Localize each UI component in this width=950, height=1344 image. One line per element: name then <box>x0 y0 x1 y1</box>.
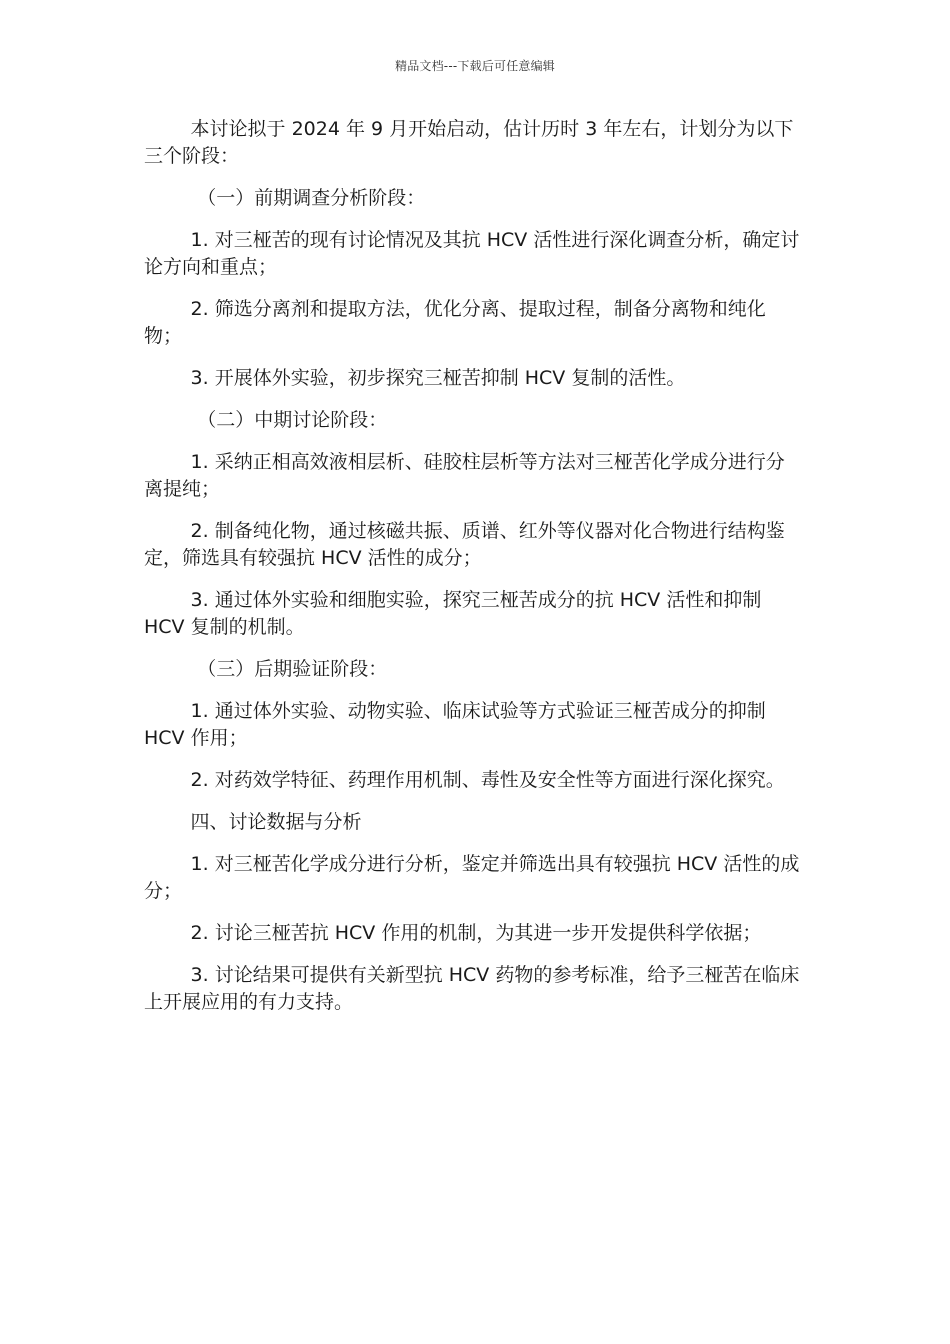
list-item: 1. 采纳正相高效液相层析、硅胶柱层析等方法对三桠苦化学成分进行分离提纯； <box>144 451 785 500</box>
page-header: 精品文档---下载后可任意编辑 <box>395 59 555 73</box>
document-body <box>144 116 800 1031</box>
list-item: 2. 制备纯化物，通过核磁共振、质谱、红外等仪器对化合物进行结构鉴定，筛选具有较强抗 HCV 活性的成分； <box>144 520 785 569</box>
list-item: 2. 对药效学特征、药理作用机制、毒性及安全性等方面进行深化探究。 <box>190 769 785 791</box>
list-item: 2. 讨论三桠苦抗 HCV 作用的机制，为其进一步开发提供科学依据； <box>190 922 762 944</box>
section-heading-4: 四、讨论数据与分析 <box>190 811 362 833</box>
list-item: 1. 通过体外实验、动物实验、临床试验等方式验证三桠苦成分的抑制 HCV 作用； <box>144 700 766 749</box>
list-item: 1. 对三桠苦的现有讨论情况及其抗 HCV 活性进行深化调查分析，确定讨论方向和重点； <box>144 229 800 278</box>
list-item: 3. 通过体外实验和细胞实验，探究三桠苦成分的抗 HCV 活性和抑制 HCV 复制的机制。 <box>144 589 762 638</box>
paragraph-intro: 本讨论拟于 2024 年 9 月开始启动，估计历时 3 年左右，计划分为以下三个阶段： <box>144 118 794 167</box>
list-item: 2. 筛选分离剂和提取方法，优化分离、提取过程，制备分离物和纯化物； <box>144 298 766 347</box>
stage-heading-1: （一）前期调查分析阶段： <box>197 187 426 209</box>
list-item: 1. 对三桠苦化学成分进行分析，鉴定并筛选出具有较强抗 HCV 活性的成分； <box>144 853 800 902</box>
list-item: 3. 开展体外实验，初步探究三桠苦抑制 HCV 复制的活性。 <box>190 367 686 389</box>
list-item: 3. 讨论结果可提供有关新型抗 HCV 药物的参考标准，给予三桠苦在临床上开展应用的有力支持。 <box>144 964 800 1013</box>
stage-heading-3: （三）后期验证阶段： <box>197 658 388 680</box>
stage-heading-2: （二）中期讨论阶段： <box>197 409 388 431</box>
